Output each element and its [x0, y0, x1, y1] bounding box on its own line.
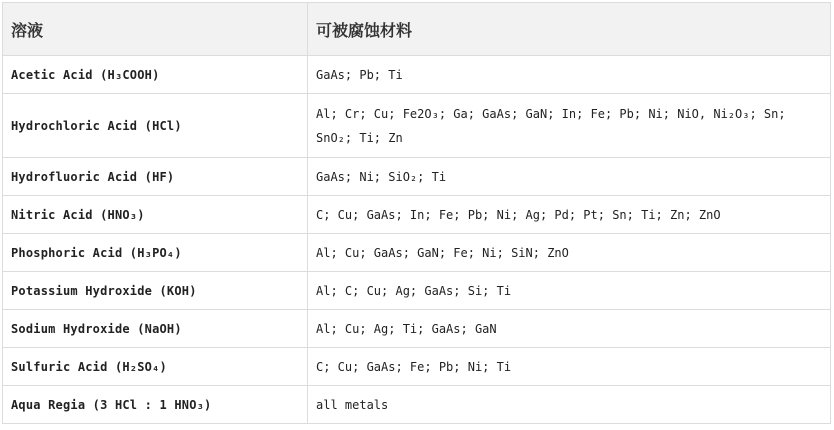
materials-cell: Al; C; Cu; Ag; GaAs; Si; Ti: [308, 272, 831, 310]
solution-cell: Nitric Acid (HNO₃): [3, 196, 308, 234]
solution-cell: Sodium Hydroxide (NaOH): [3, 310, 308, 348]
table-header-row: [3, 3, 831, 56]
materials-cell: Al; Cr; Cu; Fe2O₃; Ga; GaAs; GaN; In; Fe; Pb; Ni; NiO, Ni₂O₃; Sn; SnO₂; Ti; Zn: [308, 94, 831, 158]
materials-cell: C; Cu; GaAs; In; Fe; Pb; Ni; Ag; Pd; Pt; Sn; Ti; Zn; ZnO: [308, 196, 831, 234]
materials-cell: Al; Cu; GaAs; GaN; Fe; Ni; SiN; ZnO: [308, 234, 831, 272]
table-row: [3, 234, 831, 272]
solution-cell: Aqua Regia (3 HCl : 1 HNO₃): [3, 386, 308, 424]
materials-cell: Al; Cu; Ag; Ti; GaAs; GaN: [308, 310, 831, 348]
materials-cell: GaAs; Pb; Ti: [308, 56, 831, 94]
header-materials: 可被腐蚀材料: [308, 3, 831, 56]
table-row: [3, 94, 831, 158]
header-solution: 溶液: [3, 3, 308, 56]
materials-cell: all metals: [308, 386, 831, 424]
solution-cell: Acetic Acid (H₃COOH): [3, 56, 308, 94]
solution-cell: Phosphoric Acid (H₃PO₄): [3, 234, 308, 272]
table-row: [3, 348, 831, 386]
solution-cell: Sulfuric Acid (H₂SO₄): [3, 348, 308, 386]
solution-cell: Hydrochloric Acid (HCl): [3, 94, 308, 158]
table-row: [3, 386, 831, 424]
table-row: [3, 158, 831, 196]
table-row: [3, 196, 831, 234]
etchant-table: [2, 2, 831, 424]
table-row: [3, 310, 831, 348]
table-row: [3, 272, 831, 310]
solution-cell: Hydrofluoric Acid (HF): [3, 158, 308, 196]
materials-cell: C; Cu; GaAs; Fe; Pb; Ni; Ti: [308, 348, 831, 386]
solution-cell: Potassium Hydroxide (KOH): [3, 272, 308, 310]
materials-cell: GaAs; Ni; SiO₂; Ti: [308, 158, 831, 196]
table-row: [3, 56, 831, 94]
